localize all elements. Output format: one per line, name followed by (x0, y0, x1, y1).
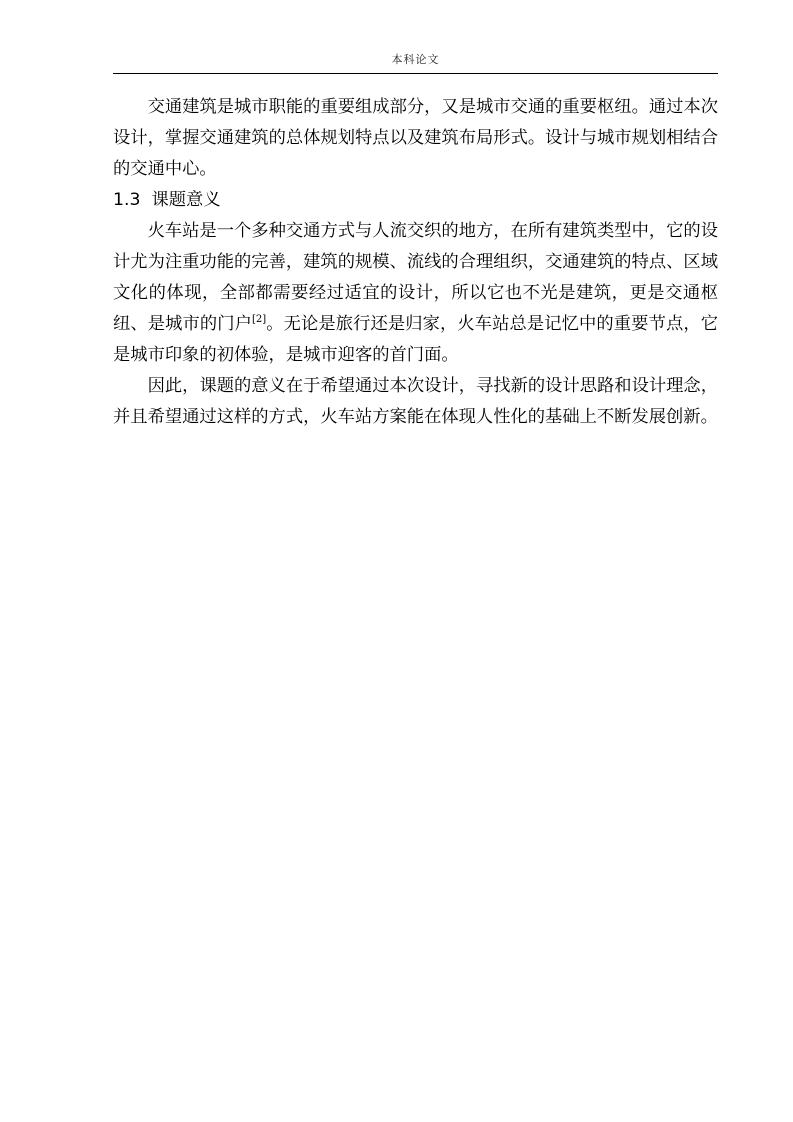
page-header (113, 50, 718, 74)
document-body (113, 92, 718, 433)
significance-text-part2: 。无论是旅行还是归家，火车站总是记忆中的重要节点，它是城市印象的初体验，是城市迎客的首门面。 (113, 314, 718, 365)
section-title: 课题意义 (151, 190, 221, 210)
section-number: 1.3 (113, 190, 141, 210)
intro-paragraph: 交通建筑是城市职能的重要组成部分，又是城市交通的重要枢纽。通过本次设计，掌握交通建筑的总体规划特点以及建筑布局形式。设计与城市规划相结合的交通中心。 (113, 97, 718, 179)
significance-paragraph (113, 216, 718, 371)
citation-reference: [2] (252, 314, 267, 326)
conclusion-paragraph: 因此，课题的意义在于希望通过本次设计，寻找新的设计思路和设计理念，并且希望通过这样的方式，火车站方案能在体现人性化的基础上不断发展创新。 (113, 376, 718, 427)
significance-text-part1: 火车站是一个多种交通方式与人流交织的地方，在所有建筑类型中，它的设计尤为注重功能的完善，建筑的规模、流线的合理组织，交通建筑的特点、区域文化的体现，全部都需要经过适宜的设计，所以它也不光是建筑，更是交通枢纽、是城市的门户 (113, 221, 718, 334)
header-title: 本科论文 (391, 53, 440, 66)
section-heading (113, 185, 718, 216)
